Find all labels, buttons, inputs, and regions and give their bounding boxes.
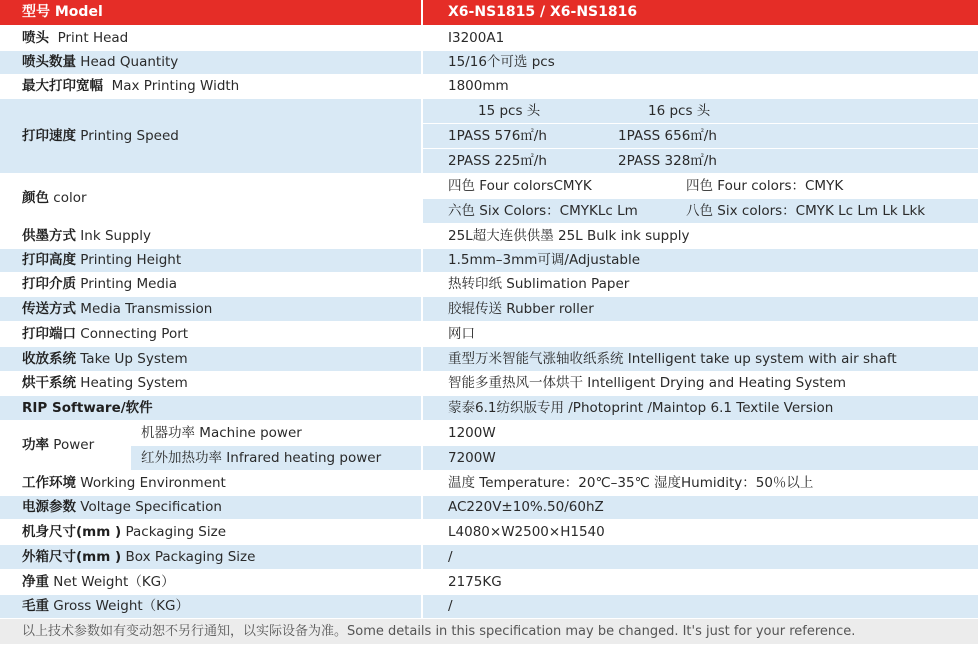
row-label bbox=[0, 496, 422, 520]
model-label: 型号 Model bbox=[0, 0, 422, 26]
row-label-cn: 喷头数量 bbox=[22, 54, 76, 70]
row-label-cn: 功率 bbox=[22, 437, 49, 453]
row-label-cn: 供墨方式 bbox=[22, 227, 76, 244]
row-label bbox=[0, 322, 422, 347]
row-label-cn: 打印高度 bbox=[22, 252, 76, 268]
row-label bbox=[0, 347, 422, 372]
row-label-cn: 电源参数 bbox=[22, 499, 76, 515]
row-value: I3200A1 bbox=[422, 26, 978, 51]
row-value: 1.5mm–3mm可调/Adjustable bbox=[422, 249, 978, 273]
power-machine-value: 1200W bbox=[422, 421, 978, 446]
row-label bbox=[0, 471, 422, 496]
row-label-en: Box Packaging Size bbox=[125, 548, 256, 565]
table-row bbox=[0, 99, 978, 124]
row-label-cn: 打印端口 bbox=[22, 325, 76, 342]
row-label bbox=[0, 570, 422, 595]
row-value: 2175KG bbox=[422, 570, 978, 595]
row-label bbox=[0, 372, 422, 396]
row-label-cn: 收放系统 bbox=[22, 350, 76, 367]
row-label-cn: 毛重 bbox=[22, 598, 49, 614]
speed-2pass bbox=[422, 149, 978, 174]
row-label-cn: 烘干系统 bbox=[22, 375, 76, 391]
table-row bbox=[0, 75, 978, 99]
row-label bbox=[0, 174, 422, 224]
table-row bbox=[0, 249, 978, 273]
row-label bbox=[0, 545, 422, 570]
row-value: AC220V±10%.50/60hZ bbox=[422, 496, 978, 520]
row-label-en: Packaging Size bbox=[125, 523, 227, 540]
table-row bbox=[0, 273, 978, 297]
row-label-en: Take Up System bbox=[80, 350, 188, 367]
row-label bbox=[0, 75, 422, 99]
row-label-cn: 净重 bbox=[22, 573, 49, 590]
color-six: 六色 Six Colors：CMYKLc Lm bbox=[448, 202, 638, 219]
color-four bbox=[422, 174, 978, 199]
row-label-cn: 打印速度 bbox=[22, 127, 76, 144]
color-six-eight bbox=[422, 199, 978, 224]
row-value: / bbox=[422, 595, 978, 619]
table-row bbox=[0, 297, 978, 322]
table-row bbox=[0, 545, 978, 570]
row-label bbox=[0, 51, 422, 75]
model-value: X6-NS1815 / X6-NS1816 bbox=[422, 0, 978, 26]
table-row bbox=[0, 26, 978, 51]
row-value: 网口 bbox=[422, 322, 978, 347]
speed-1pass bbox=[422, 124, 978, 149]
table-row bbox=[0, 174, 978, 199]
row-label-en: Working Environment bbox=[80, 474, 226, 491]
row-label bbox=[0, 520, 422, 545]
row-label-cn: 外箱尺寸(mm ) bbox=[22, 548, 122, 565]
power-ir-label: 红外加热功率 Infrared heating power bbox=[130, 446, 422, 471]
table-row bbox=[0, 570, 978, 595]
row-value: 温度 Temperature：20℃–35℃ 湿度Humidity：50％以上 bbox=[422, 471, 978, 496]
row-label-en: Voltage Specification bbox=[80, 499, 222, 515]
row-value: 热转印纸 Sublimation Paper bbox=[422, 273, 978, 297]
row-label-cn: 颜色 bbox=[22, 190, 49, 206]
row-label-cn: 打印介质 bbox=[22, 276, 76, 292]
row-label bbox=[0, 297, 422, 322]
row-label bbox=[0, 273, 422, 297]
row-label-en: Printing Media bbox=[80, 276, 178, 292]
row-label-cn: 传送方式 bbox=[22, 300, 76, 317]
row-label-en: Connecting Port bbox=[80, 325, 189, 342]
row-label-cn: 工作环境 bbox=[22, 474, 76, 491]
table-row bbox=[0, 471, 978, 496]
table-row bbox=[0, 396, 978, 421]
speed-2pass-16: 2PASS 328㎡/h bbox=[618, 152, 717, 169]
speed-2pass-15: 2PASS 225㎡/h bbox=[448, 152, 547, 169]
power-ir-value: 7200W bbox=[422, 446, 978, 471]
row-label-cn: RIP Software/软件 bbox=[22, 399, 153, 416]
row-label-en: Printing Height bbox=[80, 252, 182, 268]
row-value: 1800mm bbox=[422, 75, 978, 99]
table-row bbox=[0, 347, 978, 372]
table-row bbox=[0, 51, 978, 75]
speed-1pass-16: 1PASS 656㎡/h bbox=[618, 127, 717, 144]
speed-col15-header: 15 pcs 头 bbox=[478, 102, 541, 119]
row-label bbox=[0, 595, 422, 619]
row-label-en: Media Transmission bbox=[80, 300, 213, 317]
row-value: 智能多重热风一体烘干 Intelligent Drying and Heating System bbox=[422, 372, 978, 396]
row-label bbox=[0, 99, 422, 174]
table-row bbox=[0, 224, 978, 249]
row-value: 胶辊传送 Rubber roller bbox=[422, 297, 978, 322]
row-label bbox=[0, 224, 422, 249]
row-value: 重型万米智能气涨轴收纸系统 Intelligent take up system with air shaft bbox=[422, 347, 978, 372]
row-label-en: Printing Speed bbox=[80, 127, 179, 144]
row-label-en: Net Weight（KG） bbox=[53, 573, 175, 590]
table-row bbox=[0, 595, 978, 619]
row-label-en: Gross Weight（KG） bbox=[53, 598, 189, 614]
footnote: 以上技术参数如有变动恕不另行通知，以实际设备为准。Some details in this specification may be changed. It's just for your reference. bbox=[0, 619, 978, 644]
row-label bbox=[0, 26, 422, 51]
color-four-b: 四色 Four colors：CMYK bbox=[686, 177, 844, 194]
row-value: L4080×W2500×H1540 bbox=[422, 520, 978, 545]
table-row bbox=[0, 421, 978, 446]
table-row bbox=[0, 520, 978, 545]
color-four-a: 四色 Four colorsCMYK bbox=[448, 177, 592, 194]
row-label-en: Print Head bbox=[57, 29, 129, 46]
row-value: / bbox=[422, 545, 978, 570]
row-label-en: Max Printing Width bbox=[111, 78, 240, 94]
row-label-cn: 最大打印宽幅 bbox=[22, 78, 103, 94]
table-row bbox=[0, 322, 978, 347]
row-label-en: Head Quantity bbox=[80, 54, 179, 70]
table-header-row bbox=[0, 0, 978, 26]
row-label bbox=[0, 421, 130, 471]
row-label-en: Ink Supply bbox=[80, 227, 151, 244]
row-label-en: Heating System bbox=[80, 375, 188, 391]
row-label-cn: 机身尺寸(mm ) bbox=[22, 523, 122, 540]
row-value: 蒙泰6.1纺织版专用 /Photoprint /Maintop 6.1 Textile Version bbox=[422, 396, 978, 421]
table-row bbox=[0, 372, 978, 396]
power-machine-label: 机器功率 Machine power bbox=[130, 421, 422, 446]
row-value: 15/16个可选 pcs bbox=[422, 51, 978, 75]
table-row bbox=[0, 446, 978, 471]
row-value: 25L超大连供供墨 25L Bulk ink supply bbox=[422, 224, 978, 249]
row-label-en: color bbox=[53, 190, 87, 206]
speed-col16-header: 16 pcs 头 bbox=[648, 102, 711, 119]
row-label bbox=[0, 396, 422, 421]
speed-1pass-15: 1PASS 576㎡/h bbox=[448, 127, 547, 144]
color-eight: 八色 Six colors：CMYK Lc Lm Lk Lkk bbox=[686, 202, 926, 219]
row-label-en: Power bbox=[53, 437, 95, 453]
row-label bbox=[0, 249, 422, 273]
row-label-cn: 喷头 bbox=[22, 29, 49, 46]
speed-subheader bbox=[422, 99, 978, 124]
table-row bbox=[0, 496, 978, 520]
